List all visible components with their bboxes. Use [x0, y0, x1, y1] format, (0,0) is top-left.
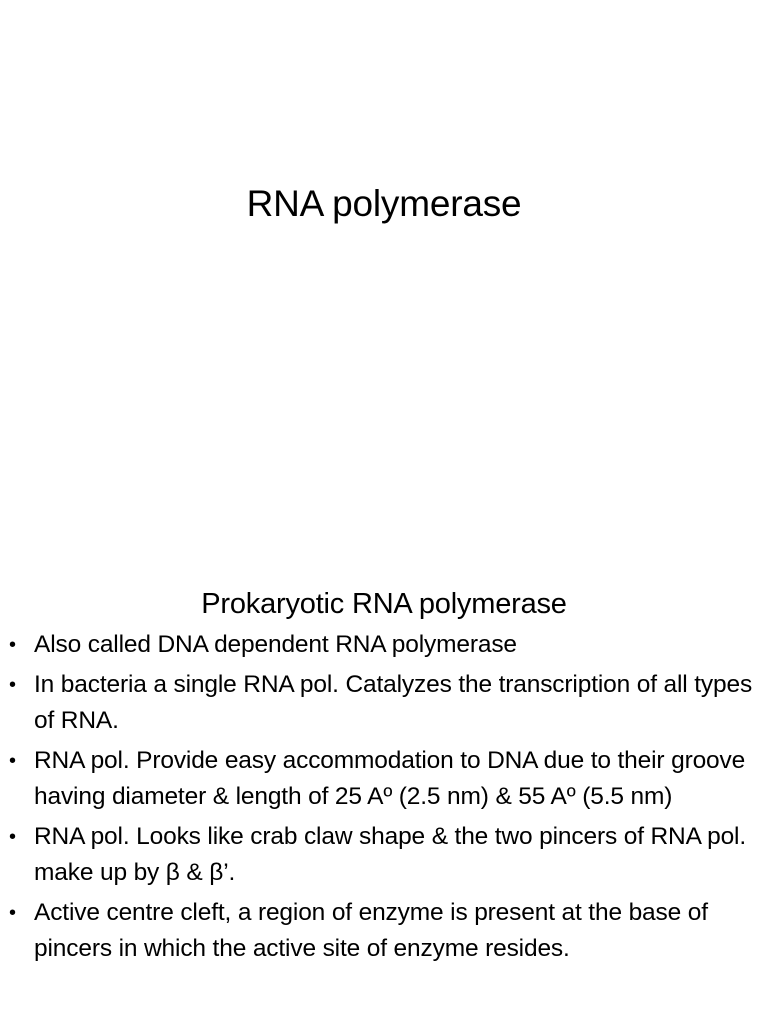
bullet-item: [6, 895, 762, 967]
bullet-text: RNA pol. Looks like crab claw shape & the two pincers of RNA pol. make up by β & β’.: [34, 823, 746, 886]
bullet-dot-icon: •: [9, 634, 16, 656]
slide-heading: Prokaryotic RNA polymerase: [201, 588, 567, 620]
bullet-item: [6, 819, 762, 891]
bullet-dot-icon: •: [9, 902, 16, 924]
bullet-text: Also called DNA dependent RNA polymerase: [34, 631, 517, 658]
bullet-dot-icon: •: [9, 826, 16, 848]
bullet-item: [6, 743, 762, 815]
bullet-list: [6, 627, 762, 971]
bullet-text: Active centre cleft, a region of enzyme is present at the base of pincers in which the active site of enzyme resides.: [34, 899, 708, 962]
bullet-dot-icon: •: [9, 674, 16, 696]
bullet-text: In bacteria a single RNA pol. Catalyzes the transcription of all types of RNA.: [34, 671, 753, 734]
bullet-dot-icon: •: [9, 750, 16, 772]
slide-title: RNA polymerase: [246, 183, 522, 224]
bullet-item: [6, 627, 762, 663]
bullet-text: RNA pol. Provide easy accommodation to DNA due to their groove having diameter & length of 25 Aº (2.5 nm) & 55 Aº (5.5 nm): [34, 747, 746, 810]
bullet-item: [6, 667, 762, 739]
content-slide: [0, 576, 768, 1024]
